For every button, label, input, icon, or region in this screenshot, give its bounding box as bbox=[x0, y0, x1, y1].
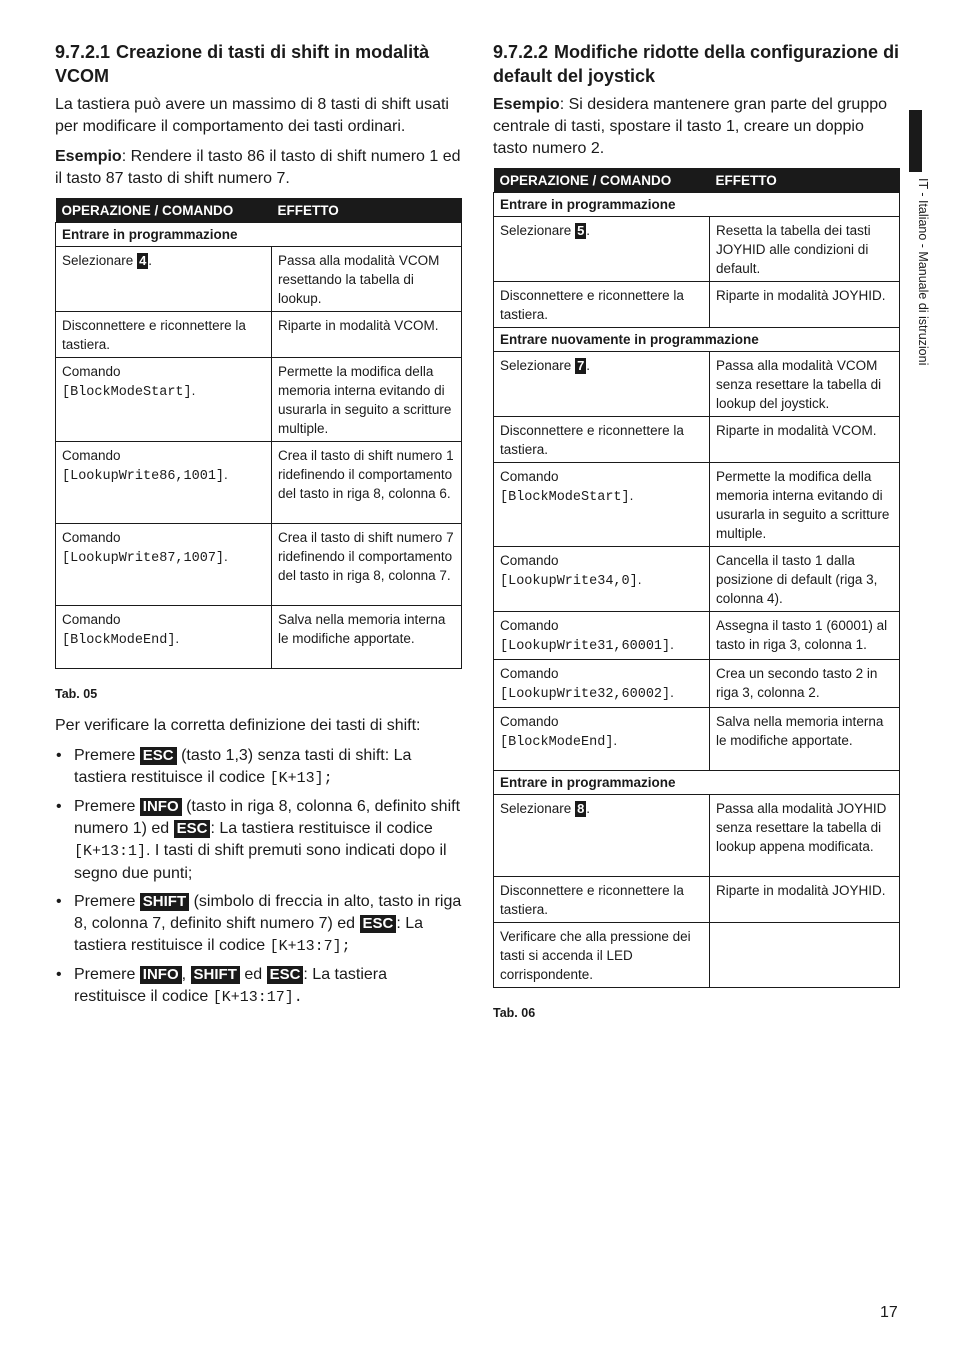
section-title: Creazione di tasti di shift in modalità VCOM bbox=[55, 42, 430, 86]
operation-cell bbox=[494, 352, 710, 417]
shift-key-badge: SHIFT bbox=[191, 966, 240, 984]
left-column bbox=[55, 40, 462, 1015]
operation-cell bbox=[494, 547, 710, 612]
esc-key-badge: ESC bbox=[140, 747, 177, 765]
table-row bbox=[56, 606, 462, 669]
cell-text: . bbox=[224, 467, 228, 482]
cell-text: . bbox=[224, 549, 228, 564]
table-row bbox=[494, 282, 900, 328]
command-code: [LookupWrite31,60001] bbox=[500, 639, 671, 654]
language-tab-marker bbox=[909, 110, 922, 172]
header-operation: OPERAZIONE / COMANDO bbox=[494, 168, 710, 193]
effect-cell: Crea il tasto di shift numero 1 ridefinendo il comportamento del tasto in riga 8, colonna 6. bbox=[272, 442, 462, 524]
output-code: [K+13]; bbox=[269, 770, 333, 787]
command-code: [BlockModeStart] bbox=[500, 490, 630, 505]
cell-text: Comando bbox=[500, 618, 559, 633]
operation-cell bbox=[494, 795, 710, 877]
key-number-badge: 4 bbox=[139, 253, 147, 268]
table-row bbox=[56, 358, 462, 442]
effect-cell: Passa alla modalità VCOM senza resettare la tabella di lookup del joystick. bbox=[710, 352, 900, 417]
table-section-row bbox=[494, 193, 900, 217]
page-number: 17 bbox=[880, 1304, 898, 1321]
esc-key-badge: ESC bbox=[360, 915, 397, 933]
section-heading bbox=[55, 40, 462, 88]
cell-text: Comando bbox=[500, 714, 559, 729]
operation-cell bbox=[494, 463, 710, 547]
table-row bbox=[494, 463, 900, 547]
cell-text: Comando bbox=[62, 530, 121, 545]
table-row bbox=[56, 442, 462, 524]
cell-text: . bbox=[670, 685, 674, 700]
table-header bbox=[494, 168, 900, 193]
example-text: : Si desidera mantenere gran parte del gruppo centrale di tasti, spostare il tasto 1, creare un doppio tasto numero 2. bbox=[493, 96, 888, 157]
cell-text: Comando bbox=[500, 666, 559, 681]
operation-cell bbox=[494, 660, 710, 708]
list-item bbox=[55, 964, 462, 1009]
cell-text: . bbox=[586, 801, 591, 816]
table-row bbox=[56, 524, 462, 606]
key-number-badge: 5 bbox=[577, 223, 585, 238]
effect-cell: Salva nella memoria interna le modifiche apportate. bbox=[272, 606, 462, 669]
table-06 bbox=[493, 168, 900, 988]
header-operation: OPERAZIONE / COMANDO bbox=[56, 198, 272, 223]
example-label: Esempio bbox=[55, 148, 122, 165]
operation-cell: Verificare che alla pressione dei tasti si accenda il LED corrispondente. bbox=[494, 923, 710, 988]
item-text: (simbolo di freccia in alto, tasto in riga 8, colonna 7, definito shift numero 7) ed bbox=[74, 893, 462, 932]
section-label: Entrare in programmazione bbox=[494, 771, 900, 795]
esc-key-badge: ESC bbox=[174, 820, 211, 838]
cell-text: Comando bbox=[62, 448, 121, 463]
item-text: : La tastiera restituisce il codice bbox=[210, 820, 433, 837]
operation-cell bbox=[56, 247, 272, 312]
operation-cell bbox=[56, 442, 272, 524]
effect-cell: Riparte in modalità VCOM. bbox=[272, 312, 462, 358]
item-text: Premere bbox=[74, 966, 140, 983]
cell-text: Comando bbox=[500, 469, 559, 484]
list-item bbox=[55, 796, 462, 885]
header-effect: EFFETTO bbox=[272, 198, 462, 223]
cell-text: Comando bbox=[62, 364, 121, 379]
section-label: Entrare in programmazione bbox=[494, 193, 900, 217]
info-key-badge: INFO bbox=[140, 798, 182, 816]
command-code: [BlockModeStart] bbox=[62, 385, 192, 400]
effect-cell: Assegna il tasto 1 (60001) al tasto in riga 3, colonna 1. bbox=[710, 612, 900, 660]
effect-cell: Riparte in modalità VCOM. bbox=[710, 417, 900, 463]
effect-cell: Resetta la tabella dei tasti JOYHID alle condizioni di default. bbox=[710, 217, 900, 282]
section-label: Entrare nuovamente in programmazione bbox=[494, 328, 900, 352]
table-row bbox=[494, 417, 900, 463]
header-effect: EFFETTO bbox=[710, 168, 900, 193]
effect-cell: Crea il tasto di shift numero 7 ridefinendo il comportamento del tasto in riga 8, colonna 7. bbox=[272, 524, 462, 606]
output-code: [K+13:1] bbox=[74, 843, 147, 860]
command-code: [LookupWrite32,60002] bbox=[500, 687, 671, 702]
cell-text: Comando bbox=[500, 553, 559, 568]
output-code: [K+13:7]; bbox=[269, 938, 351, 955]
operation-cell bbox=[494, 612, 710, 660]
table-section-row bbox=[56, 223, 462, 247]
item-text: (tasto 1,3) senza tasti di shift: La tastiera restituisce il codice bbox=[74, 747, 412, 786]
operation-cell bbox=[56, 524, 272, 606]
table-row bbox=[494, 660, 900, 708]
table-caption: Tab. 05 bbox=[55, 687, 98, 701]
table-section-row bbox=[494, 328, 900, 352]
table-caption: Tab. 06 bbox=[493, 1006, 536, 1020]
effect-cell: Passa alla modalità VCOM resettando la tabella di lookup. bbox=[272, 247, 462, 312]
table-row bbox=[56, 312, 462, 358]
example-paragraph bbox=[55, 146, 462, 190]
table-section-row bbox=[494, 771, 900, 795]
table-row bbox=[494, 612, 900, 660]
intro-paragraph: La tastiera può avere un massimo di 8 tasti di shift usati per modificare il comportamento dei tasti ordinari. bbox=[55, 96, 449, 135]
table-row bbox=[494, 547, 900, 612]
example-paragraph bbox=[493, 94, 900, 160]
verify-paragraph: Per verificare la corretta definizione dei tasti di shift: bbox=[55, 717, 421, 734]
table-row bbox=[494, 352, 900, 417]
shift-key-badge: SHIFT bbox=[140, 893, 189, 911]
example-label: Esempio bbox=[493, 96, 560, 113]
effect-cell: Cancella il tasto 1 dalla posizione di default (riga 3, colonna 4). bbox=[710, 547, 900, 612]
cell-text: . bbox=[191, 383, 196, 398]
item-text: Premere bbox=[74, 747, 140, 764]
effect-cell: Permette la modifica della memoria interna evitando di usurarla in seguito a scritture multiple. bbox=[272, 358, 462, 442]
output-code: [K+13:17]. bbox=[212, 989, 303, 1006]
effect-cell: Crea un secondo tasto 2 in riga 3, colonna 2. bbox=[710, 660, 900, 708]
operation-cell: Disconnettere e riconnettere la tastiera. bbox=[56, 312, 272, 358]
key-number-badge: 8 bbox=[577, 801, 585, 816]
section-label: Entrare in programmazione bbox=[56, 223, 462, 247]
section-number: 9.7.2.2 bbox=[493, 42, 549, 62]
item-text: : La tastiera restituisce il codice bbox=[74, 915, 424, 954]
verification-list bbox=[55, 745, 462, 1009]
item-text: . I tasti di shift premuti sono indicati dopo il segno due punti; bbox=[74, 842, 447, 882]
table-row bbox=[494, 795, 900, 877]
effect-cell: Salva nella memoria interna le modifiche apportate. bbox=[710, 708, 900, 771]
item-text: Premere bbox=[74, 798, 140, 815]
command-code: [BlockModeEnd] bbox=[500, 735, 614, 750]
operation-cell bbox=[56, 358, 272, 442]
effect-cell bbox=[710, 923, 900, 988]
item-text: , bbox=[181, 966, 191, 983]
cell-text: Selezionare bbox=[500, 801, 576, 816]
item-text: (tasto in riga 8, colonna 6, definito shift numero 1) ed bbox=[74, 798, 461, 837]
cell-text: Selezionare bbox=[500, 223, 576, 238]
cell-text: . bbox=[586, 358, 591, 373]
effect-cell: Passa alla modalità JOYHID senza resettare la tabella di lookup appena modificata. bbox=[710, 795, 900, 877]
operation-cell: Disconnettere e riconnettere la tastiera. bbox=[494, 282, 710, 328]
command-code: [BlockModeEnd] bbox=[62, 633, 176, 648]
list-item bbox=[55, 891, 462, 958]
list-item bbox=[55, 745, 462, 790]
example-text: : Rendere il tasto 86 il tasto di shift numero 1 ed il tasto 87 tasto di shift numero 7. bbox=[55, 148, 461, 187]
cell-text: . bbox=[629, 488, 634, 503]
key-number-badge: 7 bbox=[577, 358, 585, 373]
table-05 bbox=[55, 198, 462, 669]
right-column bbox=[493, 40, 900, 1034]
operation-cell: Disconnettere e riconnettere la tastiera. bbox=[494, 417, 710, 463]
item-text: ed bbox=[239, 966, 267, 983]
side-language-label: IT - Italiano - Manuale di istruzioni bbox=[916, 178, 930, 366]
cell-text: . bbox=[613, 733, 618, 748]
cell-text: Comando bbox=[62, 612, 121, 627]
cell-text: Selezionare bbox=[62, 253, 138, 268]
section-heading bbox=[493, 40, 900, 88]
effect-cell: Permette la modifica della memoria interna evitando di usurarla in seguito a scritture multiple. bbox=[710, 463, 900, 547]
effect-cell: Riparte in modalità JOYHID. bbox=[710, 877, 900, 923]
operation-cell: Disconnettere e riconnettere la tastiera. bbox=[494, 877, 710, 923]
table-row bbox=[494, 923, 900, 988]
command-code: [LookupWrite34,0] bbox=[500, 574, 638, 589]
cell-text: . bbox=[670, 637, 674, 652]
info-key-badge: INFO bbox=[140, 966, 182, 984]
table-row bbox=[494, 708, 900, 771]
effect-cell: Riparte in modalità JOYHID. bbox=[710, 282, 900, 328]
cell-text: Selezionare bbox=[500, 358, 576, 373]
section-number: 9.7.2.1 bbox=[55, 42, 111, 62]
item-text: : La tastiera restituisce il codice bbox=[74, 966, 388, 1005]
table-row bbox=[494, 217, 900, 282]
operation-cell bbox=[494, 708, 710, 771]
operation-cell bbox=[56, 606, 272, 669]
cell-text: . bbox=[586, 223, 591, 238]
cell-text: . bbox=[637, 572, 642, 587]
operation-cell bbox=[494, 217, 710, 282]
cell-text: . bbox=[175, 631, 180, 646]
table-header bbox=[56, 198, 462, 223]
table-row bbox=[494, 877, 900, 923]
esc-key-badge: ESC bbox=[267, 966, 304, 984]
section-title: Modifiche ridotte della configurazione di default del joystick bbox=[493, 42, 900, 86]
table-row bbox=[56, 247, 462, 312]
command-code: [LookupWrite87,1007] bbox=[62, 551, 225, 566]
cell-text: . bbox=[148, 253, 153, 268]
command-code: [LookupWrite86,1001] bbox=[62, 469, 225, 484]
item-text: Premere bbox=[74, 893, 140, 910]
